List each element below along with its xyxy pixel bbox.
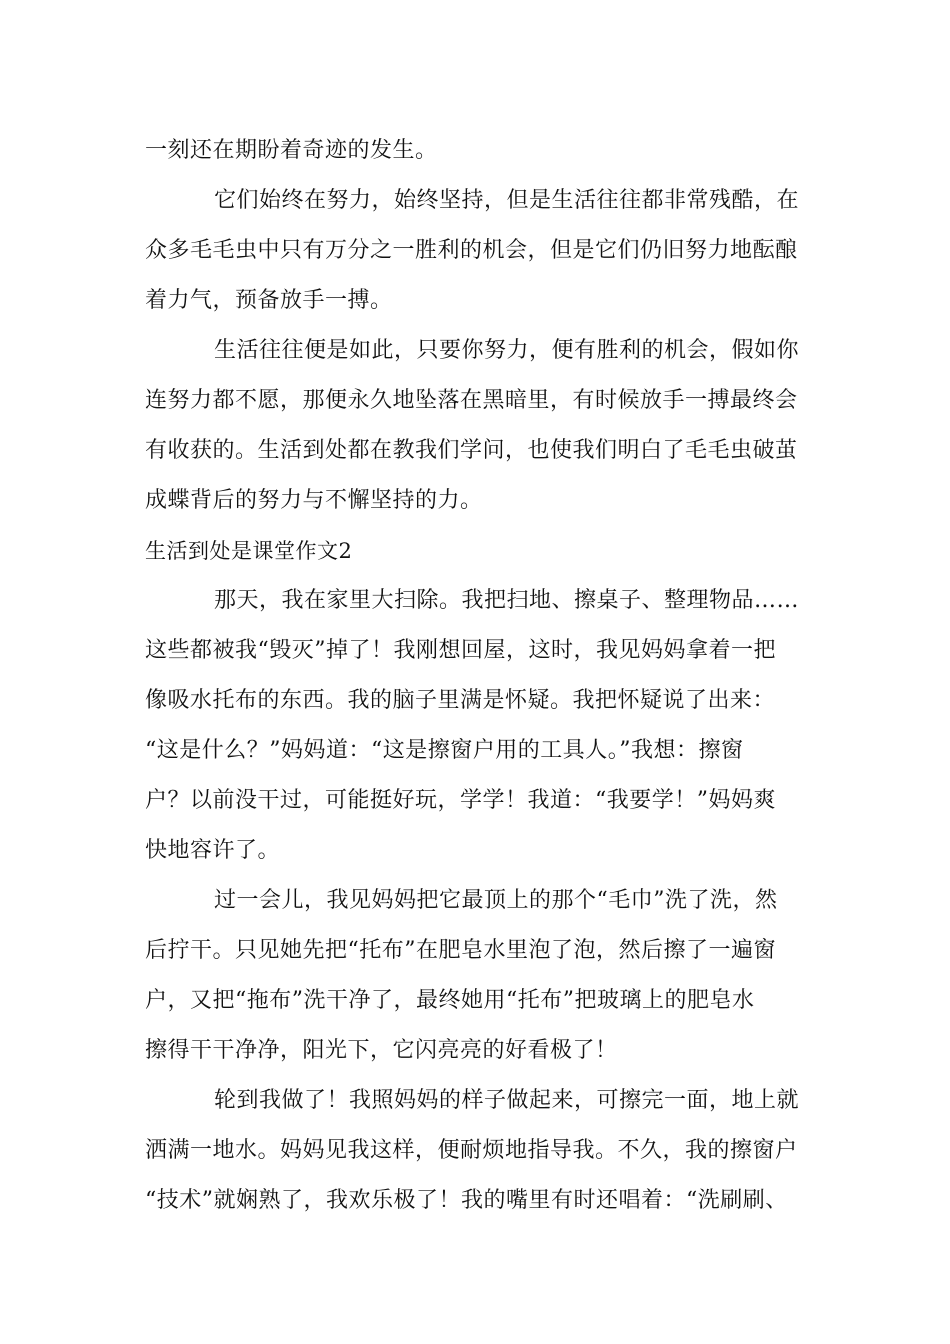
paragraph-line: 连努力都不愿，那便永久地坠落在黑暗里，有时候放手一搏最终会 — [145, 388, 798, 413]
paragraph-line: 有收获的。生活到处都在教我们学问，也使我们明白了毛毛虫破茧 — [145, 438, 798, 463]
section-heading: 生活到处是课堂作文2 — [145, 539, 353, 563]
paragraph-line: “这是什么？”妈妈道：“这是擦窗户用的工具人。”我想：擦窗 — [145, 738, 744, 763]
paragraph-line: 后拧干。只见她先把“托布”在肥皂水里泡了泡，然后擦了一遍窗 — [145, 938, 776, 963]
paragraph-line: 轮到我做了！我照妈妈的样子做起来，可擦完一面，地上就 — [214, 1088, 800, 1113]
paragraph-line: 洒满一地水。妈妈见我这样，便耐烦地指导我。不久，我的擦窗户 — [145, 1138, 798, 1163]
paragraph-line: 像吸水托布的东西。我的脑子里满是怀疑。我把怀疑说了出来： — [145, 688, 776, 713]
paragraph-line: 户？以前没干过，可能挺好玩，学学！我道：“我要学！”妈妈爽 — [145, 788, 776, 813]
paragraph-line: 擦得干干净净，阳光下，它闪亮亮的好看极了！ — [145, 1038, 618, 1063]
paragraph-line: 众多毛毛虫中只有万分之一胜利的机会，但是它们仍旧努力地酝酿 — [145, 238, 798, 263]
paragraph-line: 一刻还在期盼着奇迹的发生。 — [145, 138, 438, 163]
paragraph-line: 成蝶背后的努力与不懈坚持的力。 — [145, 488, 483, 513]
paragraph-line: “技术”就娴熟了，我欢乐极了！我的嘴里有时还唱着：“洗刷刷、 — [145, 1188, 788, 1213]
paragraph-line: 生活往往便是如此，只要你努力，便有胜利的机会，假如你 — [214, 338, 800, 363]
paragraph-line: 着力气，预备放手一搏。 — [145, 288, 393, 313]
paragraph-line: 过一会儿，我见妈妈把它最顶上的那个“毛巾”洗了洗，然 — [214, 888, 778, 913]
paragraph-line: 快地容许了。 — [145, 838, 281, 863]
paragraph-line: 户，又把“拖布”洗干净了，最终她用“托布”把玻璃上的肥皂水 — [145, 988, 755, 1013]
paragraph-line: 那天，我在家里大扫除。我把扫地、擦桌子、整理物品…… — [214, 588, 800, 613]
paragraph-line: 它们始终在努力，始终坚持，但是生活往往都非常残酷，在 — [214, 188, 800, 213]
paragraph-line: 这些都被我“毁灭”掉了！我刚想回屋，这时，我见妈妈拿着一把 — [145, 638, 776, 663]
